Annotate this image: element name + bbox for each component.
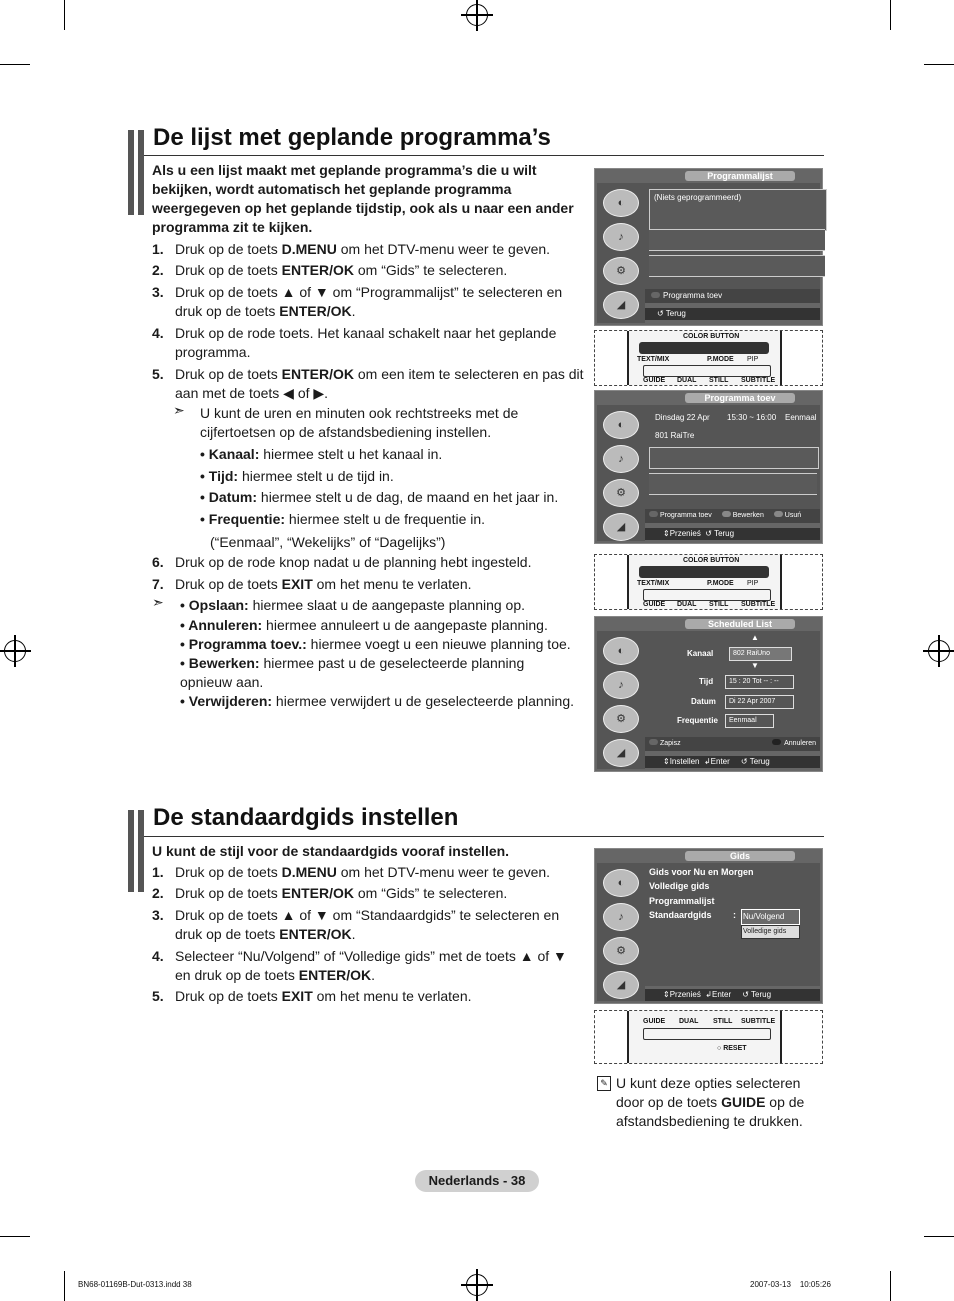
crop-mark bbox=[924, 1236, 954, 1237]
screen-foot: Programma toev bbox=[645, 289, 820, 303]
menu-icons bbox=[597, 183, 645, 323]
schedule-frequency: Eenmaal bbox=[785, 413, 817, 422]
setting-tijd: • Tijd: hiermee stelt u de tijd in. bbox=[200, 468, 394, 484]
sound-icon: ♪ bbox=[603, 903, 639, 931]
list-item[interactable] bbox=[649, 447, 819, 469]
s1-step-4: 4. Druk op de rode toets. Het kanaal schakelt naar het geplande programma. bbox=[152, 325, 557, 360]
dual-button[interactable]: DUAL bbox=[677, 377, 697, 384]
return-icon: ↺ bbox=[740, 757, 748, 766]
remote-body bbox=[627, 555, 782, 609]
picture-icon: ◐ bbox=[603, 189, 639, 217]
sound-icon: ♪ bbox=[603, 223, 639, 251]
registration-mark-icon bbox=[466, 1274, 488, 1296]
registration-mark-icon bbox=[4, 640, 26, 662]
list-item[interactable]: (Niets geprogrammeerd) bbox=[649, 189, 827, 231]
s2-step-5: 5. Druk op de toets EXIT om het menu te verlaten. bbox=[152, 988, 472, 1004]
updown-icon: ⇕ bbox=[663, 990, 670, 999]
list-panel bbox=[645, 183, 820, 289]
s1-step-7: 7. Druk op de toets EXIT om het menu te verlaten. bbox=[152, 576, 472, 592]
remote-body bbox=[627, 331, 782, 385]
registration-mark-icon bbox=[466, 4, 488, 26]
datum-field[interactable]: Di 22 Apr 2007 bbox=[725, 695, 794, 709]
picture-icon: ◐ bbox=[603, 637, 639, 665]
action-bewerken: • Bewerken: hiermee past u de geselecteerde planning opnieuw aan. bbox=[180, 655, 525, 690]
screen-nav: ⇕Instellen ↲Enter ↺ Terug bbox=[645, 756, 820, 768]
s2-step-1: 1. Druk op de toets D.MENU om het DTV-menu weer te geven. bbox=[152, 864, 551, 880]
menu-icons bbox=[597, 405, 645, 541]
enter-icon: ↲ bbox=[703, 757, 711, 766]
subtitle-button[interactable]: SUBTITLE bbox=[741, 1018, 776, 1025]
updown-icon: ⇕ bbox=[663, 757, 670, 766]
tijd-field[interactable]: 15 : 20 Tot -- : -- bbox=[725, 675, 794, 689]
crop-mark bbox=[64, 1271, 65, 1301]
sound-icon: ♪ bbox=[603, 671, 639, 699]
color-button-label: COLOR BUTTON bbox=[683, 557, 740, 564]
menu-item[interactable]: Programmalijst bbox=[649, 896, 715, 906]
picture-icon: ◐ bbox=[603, 869, 639, 897]
s1-step-6: 6. Druk op de rode knop nadat u de planning hebt ingesteld. bbox=[152, 554, 532, 570]
section2-intro: U kunt de stijl voor de standaardgids vooraf instellen. bbox=[152, 843, 510, 859]
setup-icon: ⚙ bbox=[603, 479, 639, 507]
action-annuleren: • Annuleren: hiermee annuleert u de aangepaste planning. bbox=[180, 617, 548, 633]
section2-title: De standaardgids instellen bbox=[153, 804, 459, 831]
list-item[interactable] bbox=[649, 255, 825, 277]
page-number: Nederlands - 38 bbox=[415, 1170, 539, 1192]
picture-icon: ◐ bbox=[603, 411, 639, 439]
form-panel bbox=[645, 631, 820, 737]
reset-button[interactable]: ○ RESET bbox=[717, 1045, 747, 1052]
enter-icon: ↲ bbox=[705, 990, 712, 999]
channel-icon: ◢ bbox=[603, 971, 639, 999]
freq-options: (“Eenmaal”, “Wekelijks” of “Dagelijks”) bbox=[210, 534, 446, 550]
remote-illustration bbox=[594, 1010, 823, 1064]
screen-nav: ⇕Przenieś ↲Enter ↺ Terug bbox=[645, 989, 820, 1001]
screen-header: Gids bbox=[685, 851, 795, 861]
crop-mark bbox=[924, 64, 954, 65]
screen-gids bbox=[594, 848, 823, 1004]
p-mode-button[interactable]: P.MODE bbox=[707, 580, 734, 587]
schedule-date: Dinsdag 22 Apr bbox=[655, 413, 710, 422]
remote-illustration bbox=[594, 330, 823, 386]
still-button[interactable]: STILL bbox=[709, 377, 729, 384]
kanaal-label: Kanaal bbox=[687, 649, 714, 658]
action-verwijderen: • Verwijderen: hiermee verwijdert u de geselecteerde planning. bbox=[180, 693, 575, 709]
action-programma-toev: • Programma toev.: hiermee voegt u een nieuwe planning toe. bbox=[180, 636, 571, 652]
screen-header: Programma toev bbox=[685, 393, 795, 403]
menu-item[interactable]: Standaardgids bbox=[649, 910, 712, 920]
screen-foot: Zapisz Annuleren bbox=[645, 737, 820, 751]
color-buttons bbox=[639, 342, 769, 354]
list-item[interactable] bbox=[649, 473, 817, 495]
remote-illustration bbox=[594, 554, 823, 610]
section1-intro: Als u een lijst maakt met geplande programma’s die u wilt bekijken, wordt automatisch het geplande programma weergegeven op het geplande tijdstip, ook als u naar een ander programma zit te kijken. bbox=[152, 162, 574, 235]
remote-button-row bbox=[643, 1028, 771, 1040]
screen-nav: ↺ Terug bbox=[645, 308, 820, 320]
guide-tip: U kunt deze opties selecteren door op de toets GUIDE op de afstandsbediening te drukken. bbox=[616, 1075, 805, 1129]
datum-label: Datum bbox=[691, 697, 716, 706]
menu-icons bbox=[597, 631, 645, 769]
remote-button-row bbox=[643, 365, 771, 377]
screen-nav: ⇕Przenieś ↺ Terug bbox=[645, 528, 820, 540]
text-mix-button[interactable]: TEXT/MIX bbox=[637, 580, 670, 587]
crop-mark bbox=[0, 1236, 30, 1237]
option-nu-volgend[interactable]: Nu/Volgend bbox=[741, 909, 800, 925]
setting-frequentie: • Frequentie: hiermee stelt u de frequentie in. bbox=[200, 511, 486, 527]
s1-step-5: 5. Druk op de toets ENTER/OK om een item te selecteren en pas dit aan met de toets ◀ of ▶. bbox=[152, 366, 584, 401]
setup-icon: ⚙ bbox=[603, 937, 639, 965]
setting-kanaal: • Kanaal: hiermee stelt u het kanaal in. bbox=[200, 446, 443, 462]
dual-button[interactable]: DUAL bbox=[677, 601, 697, 608]
slug-right: 2007-03-13 10:05:26 bbox=[750, 1280, 831, 1289]
channel-icon: ◢ bbox=[603, 739, 639, 767]
s1-step-2: 2. Druk op de toets ENTER/OK om “Gids” te selecteren. bbox=[152, 262, 508, 278]
menu-panel bbox=[645, 863, 820, 986]
note-icon: ✎ bbox=[597, 1076, 611, 1091]
note-arrow-icon: ➣ bbox=[173, 402, 185, 418]
schedule-time: 15:30 ~ 16:00 bbox=[727, 413, 777, 422]
menu-icons bbox=[597, 863, 645, 1001]
section1-title: De lijst met geplande programma’s bbox=[153, 124, 551, 151]
menu-item[interactable]: Gids voor Nu en Morgen bbox=[649, 867, 754, 877]
slug-left: BN68-01169B-Dut-0313.indd 38 bbox=[78, 1280, 192, 1289]
crop-mark bbox=[64, 0, 65, 30]
title-rule bbox=[144, 155, 824, 156]
color-button-label: COLOR BUTTON bbox=[683, 333, 740, 340]
guide-button[interactable]: GUIDE bbox=[643, 601, 666, 608]
s2-step-2: 2. Druk op de toets ENTER/OK om “Gids” te selecteren. bbox=[152, 885, 508, 901]
note-hours: U kunt de uren en minuten ook rechtstreeks met de cijfertoetsen op de afstandsbediening instellen. bbox=[200, 405, 519, 440]
list-panel bbox=[645, 405, 820, 509]
crop-mark bbox=[890, 1271, 891, 1301]
screen-header: Programmalijst bbox=[685, 171, 795, 181]
frequentie-field[interactable]: Eenmaal bbox=[725, 714, 774, 728]
return-icon: ↺ bbox=[657, 309, 664, 318]
setting-datum: • Datum: hiermee stelt u de dag, de maand en het jaar in. bbox=[200, 489, 559, 505]
s1-step-1: 1. Druk op de toets D.MENU om het DTV-menu weer te geven. bbox=[152, 241, 551, 257]
section-bar bbox=[128, 810, 144, 892]
screen-programmalijst bbox=[594, 168, 823, 326]
subtitle-button[interactable]: SUBTITLE bbox=[741, 377, 776, 384]
list-item[interactable] bbox=[649, 229, 825, 251]
updown-icon: ⇕ bbox=[663, 529, 670, 538]
s2-step-4: 4. Selecteer “Nu/Volgend” of “Volledige gids” met de toets ▲ of ▼ en druk op de toets ENTER/OK. bbox=[152, 948, 567, 983]
return-icon: ↺ bbox=[742, 990, 749, 999]
registration-mark-icon bbox=[928, 640, 950, 662]
frequentie-label: Frequentie bbox=[677, 716, 718, 725]
crop-mark bbox=[890, 0, 891, 30]
menu-colon: : bbox=[733, 910, 736, 920]
subtitle-button[interactable]: SUBTITLE bbox=[741, 601, 776, 608]
screen-programma-toev bbox=[594, 390, 823, 544]
still-button[interactable]: STILL bbox=[713, 1018, 733, 1025]
s1-step-3: 3. Druk op de toets ▲ of ▼ om “Programmalijst” te selecteren en druk op de toets ENTER/OK. bbox=[152, 284, 563, 319]
dual-button[interactable]: DUAL bbox=[679, 1018, 699, 1025]
screen-foot: Programma toev Bewerken Usuń bbox=[645, 509, 820, 523]
sound-icon: ♪ bbox=[603, 445, 639, 473]
screen-scheduled-list bbox=[594, 616, 823, 772]
setup-icon: ⚙ bbox=[603, 257, 639, 285]
schedule-channel: 801 RaiTre bbox=[655, 431, 695, 440]
still-button[interactable]: STILL bbox=[709, 601, 729, 608]
color-buttons bbox=[639, 566, 769, 578]
guide-button[interactable]: GUIDE bbox=[643, 1018, 666, 1025]
text-mix-button[interactable]: TEXT/MIX bbox=[637, 356, 670, 363]
guide-button[interactable]: GUIDE bbox=[643, 377, 666, 384]
reset-icon: ○ bbox=[717, 1045, 722, 1052]
s2-step-3: 3. Druk op de toets ▲ of ▼ om “Standaardgids” te selecteren en druk op de toets ENTER/OK. bbox=[152, 907, 560, 942]
channel-icon: ◢ bbox=[603, 513, 639, 541]
remote-body bbox=[627, 1011, 782, 1063]
kanaal-field[interactable]: 802 RaiUno bbox=[729, 647, 792, 661]
note-arrow-icon: ➣ bbox=[152, 594, 164, 610]
setup-icon: ⚙ bbox=[603, 705, 639, 733]
screen-header: Scheduled List bbox=[685, 619, 795, 629]
menu-item[interactable]: Volledige gids bbox=[649, 881, 710, 891]
p-mode-button[interactable]: P.MODE bbox=[707, 356, 734, 363]
title-rule bbox=[144, 836, 824, 837]
remote-button-row bbox=[643, 589, 771, 601]
action-opslaan: • Opslaan: hiermee slaat u de aangepaste planning op. bbox=[180, 597, 526, 613]
up-arrow-icon: ▲ bbox=[751, 633, 759, 642]
down-arrow-icon: ▼ bbox=[751, 661, 759, 670]
pip-button[interactable]: PIP bbox=[747, 580, 759, 587]
tijd-label: Tijd bbox=[699, 677, 714, 686]
section-bar bbox=[128, 130, 144, 215]
return-icon: ↺ bbox=[705, 529, 712, 538]
channel-icon: ◢ bbox=[603, 291, 639, 319]
crop-mark bbox=[0, 64, 30, 65]
pip-button[interactable]: PIP bbox=[747, 356, 759, 363]
option-volledige-gids[interactable]: Volledige gids bbox=[741, 925, 800, 939]
